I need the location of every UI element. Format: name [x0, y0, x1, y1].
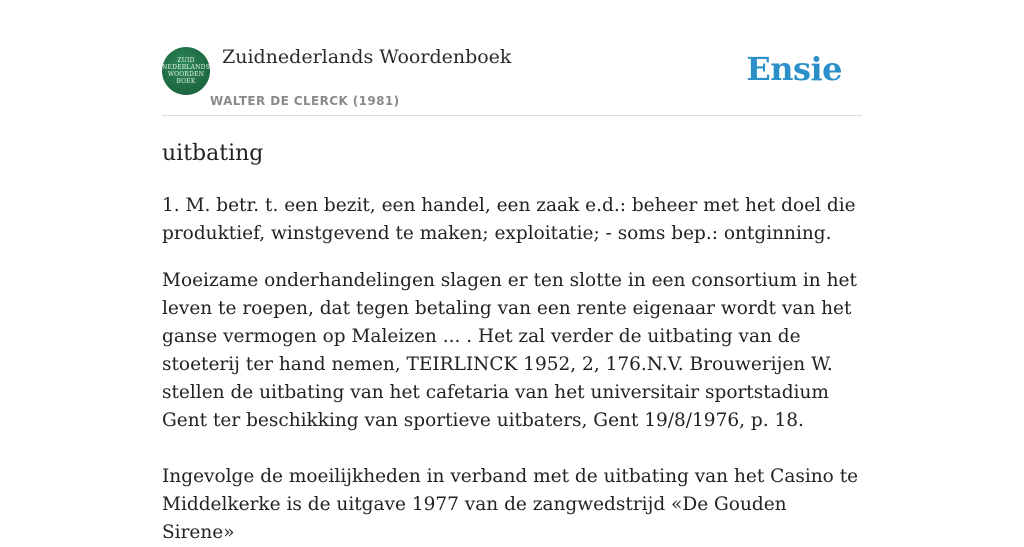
logo-line: BOEK [176, 78, 196, 85]
logo-line: NEDERLANDS [162, 64, 210, 71]
entry-word: uitbating [162, 141, 264, 166]
entry-content [162, 138, 862, 547]
logo-line: WOORDEN [167, 71, 205, 78]
dictionary-title[interactable]: Zuidnederlands Woordenboek [222, 46, 512, 68]
page-header [162, 40, 862, 116]
dictionary-logo[interactable] [162, 47, 210, 95]
dictionary-author: WALTER DE CLERCK (1981) [210, 94, 400, 108]
logo-line: ZUID [177, 57, 195, 64]
entry-example: Moeizame onderhandelingen slagen er ten slotte in een consortium in het leven te roepen, dat tegen betaling van een rente eigenaar wordt van het ganse vermogen op Maleizen ... . Het zal verder de uitbating van de stoeterij ter hand nemen, TEIRLINCK 1952, 2, 176.N.V. Brouwerijen W. stellen de uitbating van het cafetaria van het universitair sportstadium Gent ter beschikking van sportieve uitbaters, Gent 19/8/1976, p. 18. [162, 270, 857, 431]
entry-example: Ingevolge de moeilijkheden in verband met de uitbating van het Casino te Middelkerke is de uitgave 1977 van de zangwedstrijd «De Gouden Sirene» [162, 466, 859, 543]
entry-definition: 1. M. betr. t. een bezit, een handel, een zaak e.d.: beheer met het doel die produktief, winstgevend te maken; exploitatie; - soms bep.: ontginning. [162, 195, 856, 244]
ensie-brand-link[interactable]: Ensie [746, 50, 842, 88]
